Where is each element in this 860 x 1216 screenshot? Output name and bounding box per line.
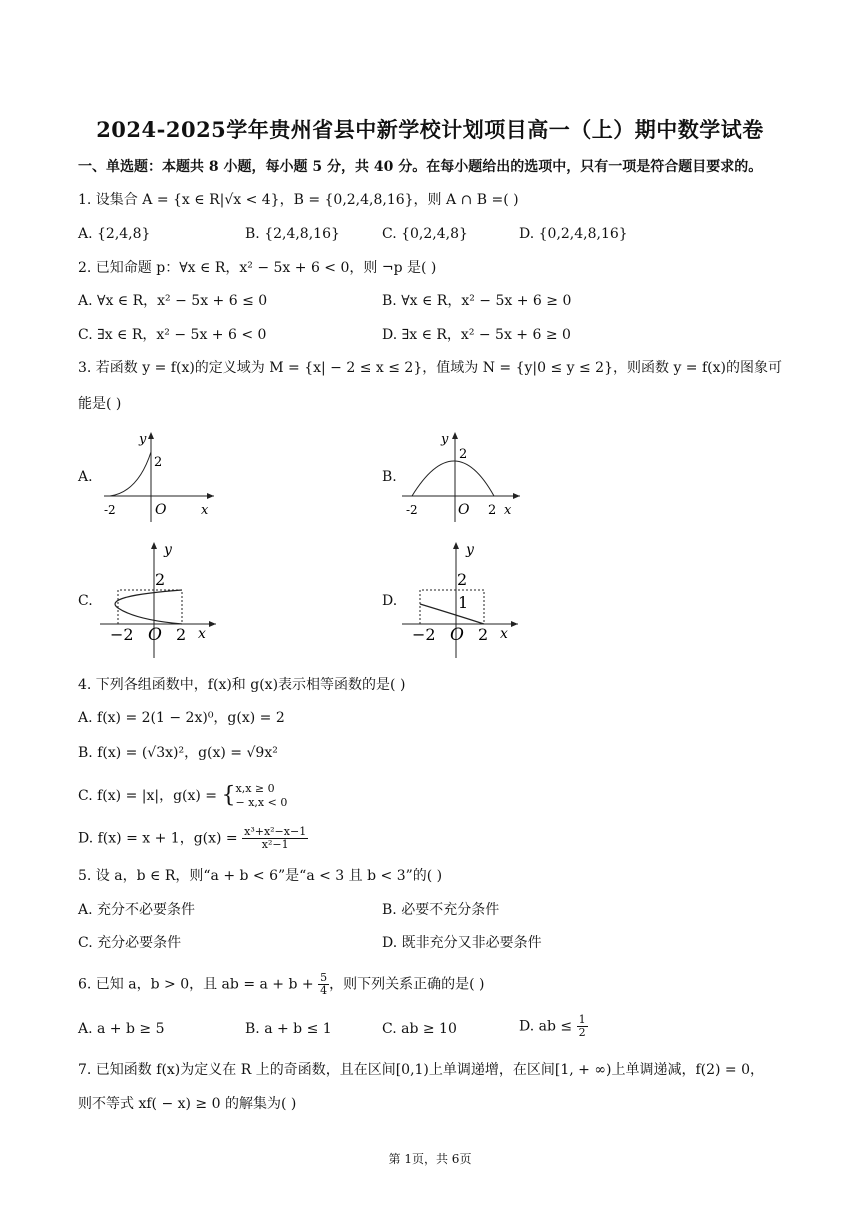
graph-b-y-label: y — [441, 432, 449, 447]
question-6-option-b: B. a + b ≤ 1 — [245, 1021, 332, 1037]
page-footer: 第 1页，共 6页 — [388, 1152, 472, 1166]
fraction-d-denominator: x²−1 — [261, 838, 289, 851]
graph-b — [398, 428, 524, 524]
question-1-option-b: B. {2,4,8,16} — [245, 226, 340, 242]
graph-c-x-label: x — [198, 626, 206, 642]
question-3-option-a: A. — [78, 469, 93, 485]
question-2-option-b: B. ∀x ∈ R，x² − 5x + 6 ≥ 0 — [382, 293, 572, 309]
question-7-stem-line2: 则不等式 xf( − x) ≥ 0 的解集为( ) — [78, 1096, 297, 1112]
graph-b-tick-neg2: -2 — [406, 503, 418, 517]
question-5-option-a: A. 充分不必要条件 — [78, 902, 196, 918]
question-7-stem-line1: 7. 已知函数 f(x)为定义在 R 上的奇函数，且在区间[0,1)上单调递增，在区间[1, + ∞)上单调递减，f(2) = 0， — [78, 1062, 765, 1078]
graph-b-origin: O — [458, 502, 470, 518]
question-2-stem: 2. 已知命题 p：∀x ∈ R，x² − 5x + 6 < 0，则 ¬p 是( ) — [78, 260, 437, 276]
question-3-option-d: D. — [382, 593, 398, 609]
question-2-option-a: A. ∀x ∈ R，x² − 5x + 6 ≤ 0 — [78, 293, 268, 309]
question-4-option-d — [78, 826, 308, 851]
question-3-stem-line2: 能是( ) — [78, 396, 122, 412]
graph-d-tick-2-x: 2 — [478, 625, 489, 644]
graph-a-tick-2: 2 — [154, 455, 163, 470]
question-5-stem: 5. 设 a，b ∈ R，则“a + b < 6”是“a < 3 且 b < 3”的( ) — [78, 868, 443, 884]
graph-d-tick-2: 2 — [457, 570, 468, 589]
fraction-6-numerator: 5 — [320, 971, 328, 984]
question-1-stem: 1. 设集合 A = {x ∈ R|√x < 4}，B = {0,2,4,8,16}，则 A ∩ B =( ) — [78, 192, 519, 208]
question-2-option-c: C. ∃x ∈ R，x² − 5x + 6 < 0 — [78, 327, 267, 343]
question-3-option-b: B. — [382, 469, 397, 485]
graph-d-x-label: x — [500, 626, 508, 642]
piecewise-brace: { — [221, 783, 236, 808]
graph-a-tick-neg2: -2 — [104, 503, 116, 517]
question-4-option-c-text: C. f(x) = |x|，g(x) = — [78, 788, 222, 804]
question-6-stem — [78, 972, 484, 997]
section-heading: 一、单选题：本题共 8 小题，每小题 5 分，共 40 分。在每小题给出的选项中，只有一项是符合题目要求的。 — [78, 159, 763, 175]
graph-c-tick-neg2: −2 — [110, 625, 134, 644]
question-6-stem-pre: 6. 已知 a，b > 0，且 ab = a + b + — [78, 976, 319, 993]
question-3-option-c: C. — [78, 593, 93, 609]
fraction-d-numerator: x³+x²−x−1 — [244, 825, 307, 838]
graph-a-y-label: y — [139, 432, 147, 447]
fraction-6d-numerator: 1 — [578, 1013, 586, 1026]
graph-c-tick-2: 2 — [155, 570, 166, 589]
question-2-option-d: D. ∃x ∈ R，x² − 5x + 6 ≥ 0 — [382, 327, 571, 343]
question-5-option-c: C. 充分必要条件 — [78, 935, 182, 951]
question-6-option-d — [519, 1014, 588, 1039]
graph-d-y-label: y — [466, 542, 474, 558]
question-3-stem-line1: 3. 若函数 y = f(x)的定义域为 M = {x| − 2 ≤ x ≤ 2}，值域为 N = {y|0 ≤ y ≤ 2}，则函数 y = f(x)的图象可 — [78, 360, 782, 376]
graph-c-y-label: y — [164, 542, 172, 558]
graph-a-x-label: x — [201, 503, 209, 518]
graph-c — [96, 538, 224, 660]
fraction-d — [242, 826, 308, 851]
question-5-option-d: D. 既非充分又非必要条件 — [382, 935, 542, 951]
question-1-option-a: A. {2,4,8} — [78, 226, 151, 242]
graph-b-tick-2-x: 2 — [488, 503, 497, 518]
graph-d — [398, 538, 526, 660]
piecewise-cases — [236, 782, 288, 810]
question-4-option-d-text: D. f(x) = x + 1，g(x) = — [78, 830, 243, 847]
question-6-option-a: A. a + b ≥ 5 — [78, 1021, 165, 1037]
fraction-6d-denominator: 2 — [578, 1026, 586, 1039]
graph-c-origin: O — [148, 625, 162, 645]
graph-b-x-label: x — [504, 503, 512, 518]
question-1-option-c: C. {0,2,4,8} — [382, 226, 468, 242]
question-4-stem: 4. 下列各组函数中，f(x)和 g(x)表示相等函数的是( ) — [78, 677, 406, 693]
piecewise-case-1: x,x ≥ 0 — [235, 782, 275, 795]
graph-d-tick-1: 1 — [458, 593, 469, 612]
graph-c-tick-2-x: 2 — [176, 625, 187, 644]
question-4-option-c — [78, 782, 287, 810]
question-1-option-d: D. {0,2,4,8,16} — [519, 226, 628, 242]
question-6-stem-post: ，则下列关系正确的是( ) — [329, 976, 485, 993]
graph-d-tick-neg2: −2 — [412, 625, 436, 644]
fraction-6-denominator: 4 — [320, 984, 328, 997]
graph-a — [98, 428, 220, 524]
piecewise-case-2: − x,x < 0 — [235, 796, 288, 809]
graph-a-origin: O — [155, 502, 167, 518]
question-5-option-b: B. 必要不充分条件 — [382, 902, 500, 918]
question-6-option-c: C. ab ≥ 10 — [382, 1021, 457, 1037]
question-4-option-b: B. f(x) = (√3x)²，g(x) = √9x² — [78, 745, 278, 761]
fraction-6d — [577, 1014, 588, 1039]
graph-b-tick-2: 2 — [459, 447, 468, 462]
question-4-option-a: A. f(x) = 2(1 − 2x)⁰，g(x) = 2 — [78, 710, 285, 726]
graph-d-origin: O — [450, 625, 464, 645]
fraction-6 — [318, 972, 329, 997]
question-6-option-d-text: D. ab ≤ — [519, 1018, 577, 1035]
exam-title: 2024-2025学年贵州省县中新学校计划项目高一（上）期中数学试卷 — [96, 117, 764, 142]
